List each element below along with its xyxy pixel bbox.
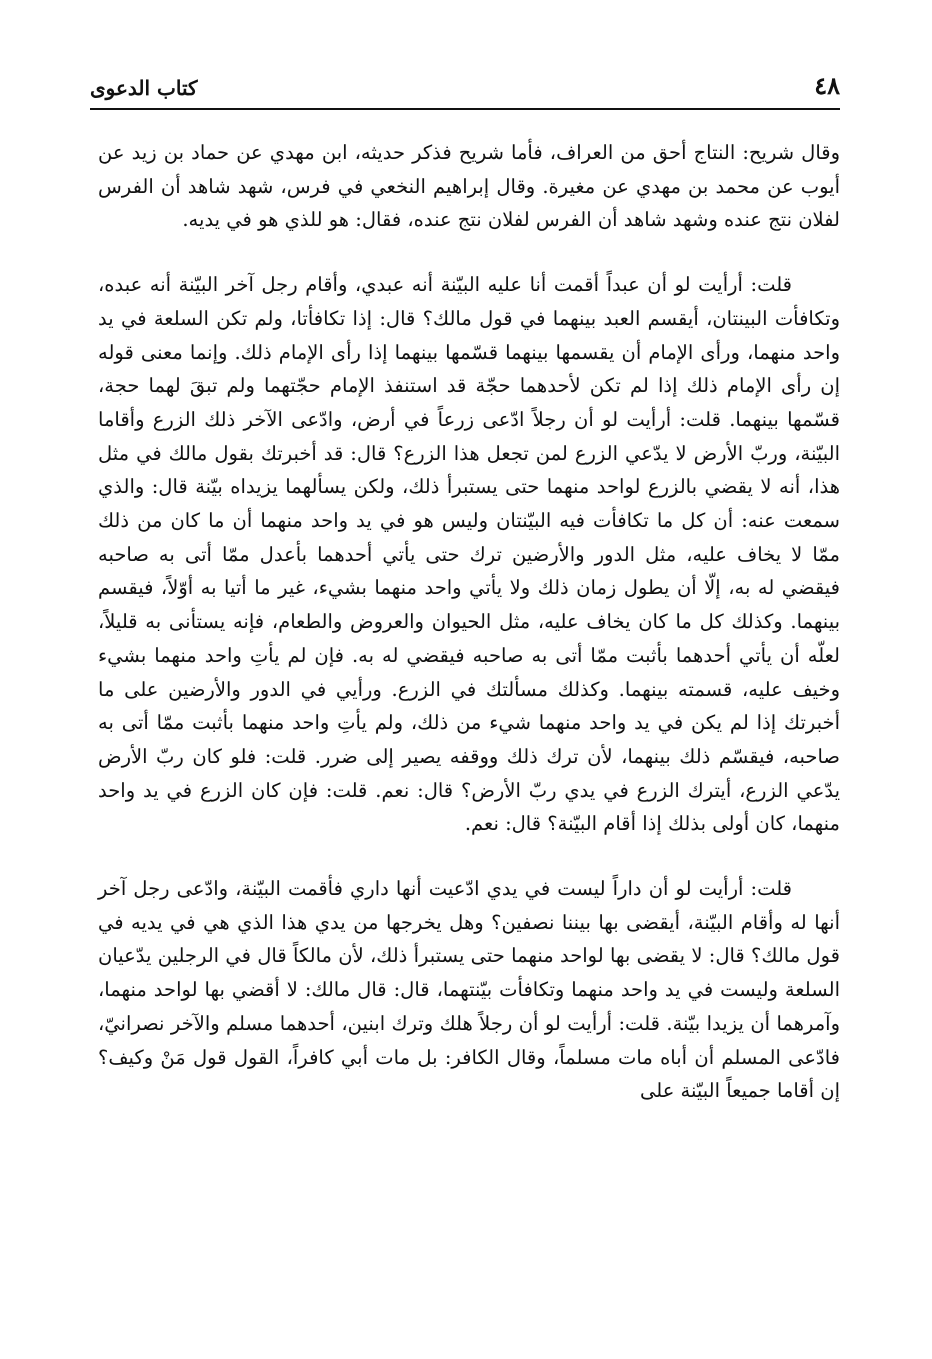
page-body xyxy=(98,136,840,1108)
paragraph-3: قلت: أرأيت لو أن داراً ليست في يدي ادّعيت أنها داري فأقمت البيّنة، وادّعى رجل آخر أنها له وأقام البيّنة، أيقضى بها بيننا نصفين؟ وهل يخرجها من يدي هذا الذي هي في يديه في قول مالك؟ قال: لا يقضى بها لواحد منهما حتى يستبرأ ذلك، لأن مالكاً قال في الرجلين يدّعيان السلعة وليست في يد واحد منهما وتكافأت بيّنتهما، قال: قال مالك: لا أقضي بها لواحد منهما، وآمرهما أن يزيدا بيّنة. قلت: أرأيت لو أن رجلاً هلك وترك ابنين، أحدهما مسلم والآخر نصرانيّ، فادّعى المسلم أن أباه مات مسلماً، وقال الكافر: بل مات أبي كافراً، القول قول مَنْ وكيف؟ إن أقاما جميعاً البيّنة على xyxy=(98,877,840,1103)
page-header xyxy=(90,66,840,106)
paragraph-1: وقال شريح: النتاج أحق من العراف، فأما شريح فذكر حديثه، ابن مهدي عن حماد بن زيد عن أيوب عن محمد بن مهدي عن مغيرة. وقال إبراهيم النخعي في فرس، شهد شاهد أن الفرس لفلان نتج عنده وشهد شاهد أن الفرس لفلان نتج عنده، فقال: هو للذي هو في يديه. xyxy=(98,141,840,232)
header-divider xyxy=(90,108,840,110)
page-number: ٤٨ xyxy=(814,71,840,100)
running-title: كتاب الدعوى xyxy=(90,76,198,100)
paragraph-2: قلت: أرأيت لو أن عبداً أقمت أنا عليه البيّنة أنه عبدي، وأقام رجل آخر البيّنة أنه عبده، وتكافأت البينتان، أيقسم العبد بينهما في قول مالك؟ قال: إذا تكافأتا، ولم تكن السلعة في يد واحد منهما، ورأى الإمام أن يقسمها بينهما قسّمها بينهما إذا رأى الإمام ذلك. وإنما معنى قوله إن رأى الإمام ذلك إذا لم تكن لأحدهما حجّة قد استنفذ الإمام حجّتهما ولم تبقَ لهما حجة، قسّمها بينهما. قلت: أرأيت لو أن رجلاً ادّعى زرعاً في أرض، وادّعى الآخر ذلك الزرع وأقاما البيّنة، وربّ الأرض لا يدّعي الزرع لمن تجعل هذا الزرع؟ قال: قد أخبرتك بقول مالك في مثل هذا، أنه لا يقضي بالزرع لواحد منهما حتى يستبرأ ذلك، ولكن يسألهما يزيداه بيّنة قال: والذي سمعت عنه: أن كل ما تكافأت فيه البيّنتان وليس هو في يد واحد منهما أن ما كان من ذلك ممّا لا يخاف عليه، مثل الدور والأرضين ترك حتى يأتي أحدهما بأعدل ممّا أتى به صاحبه فيقضي له به، إلّا أن يطول زمان ذلك ولا يأتي واحد منهما بشيء، غير ما أتيا به أوّلاً، فيقسم بينهما. وكذلك كل ما كان يخاف عليه، مثل الحيوان والعروض والطعام، فإنه يستأنى به قليلاً، لعلّه أن يأتي أحدهما بأثبت ممّا أتى به صاحبه فيقضي له به. فإن لم يأتِ واحد منهما بشيء وخيف عليه، قسمته بينهما. وكذلك مسألتك في الزرع. ورأيي في الدور والأرضين على ما أخبرتك إذا لم يكن في يد واحد منهما شيء من ذلك، ولم يأتِ واحد منهما بأثبت ممّا أتى به صاحبه، فيقسّم ذلك بينهما، لأن ترك ذلك ووقفه يصير إلى ضرر. قلت: فلو كان ربّ الأرض يدّعي الزرع، أيترك الزرع في يدي ربّ الأرض؟ قال: نعم. قلت: فإن كان الزرع في يد واحد منهما، كان أولى بذلك إذا أقام البيّنة؟ قال: نعم. xyxy=(98,273,840,836)
